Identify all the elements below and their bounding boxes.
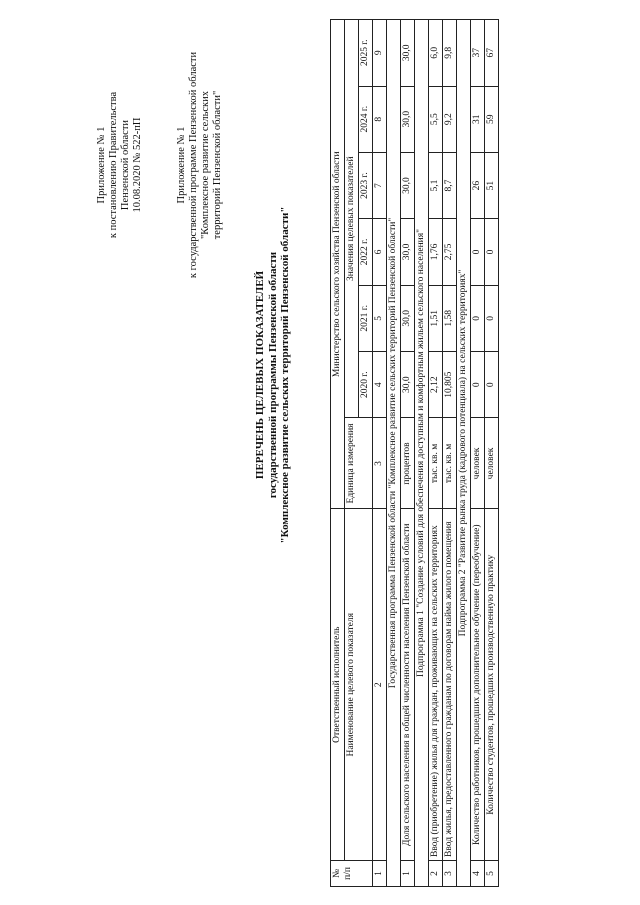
row-value: 5,5 (429, 86, 443, 152)
table-row (485, 20, 499, 887)
row-value: 67 (485, 20, 499, 87)
column-number: 3 (373, 418, 387, 509)
program-title-row (387, 20, 401, 887)
row-value: 0 (485, 219, 499, 285)
row-value: 0 (485, 352, 499, 418)
header-num: № п/п (331, 860, 373, 886)
column-number-row (373, 20, 387, 887)
row-indicator-name: Количество работников, прошедших дополнительное обучение (переобучение) (471, 509, 485, 860)
column-number: 5 (373, 285, 387, 351)
row-num: 2 (429, 860, 443, 886)
row-value: 51 (485, 152, 499, 218)
row-num: 5 (485, 860, 499, 886)
row-unit: человек (471, 418, 485, 509)
table-row (471, 20, 485, 887)
row-value: 1,76 (429, 219, 443, 285)
row-value: 10,805 (443, 352, 457, 418)
row-value: 26 (471, 152, 485, 218)
row-num: 3 (443, 860, 457, 886)
row-value: 9,8 (443, 20, 457, 87)
header-unit: Единица измерения (345, 418, 373, 509)
row-unit: тыс. кв. м (443, 418, 457, 509)
row-value: 6,0 (429, 20, 443, 87)
subprogram-title: Подпрограмма 2 "Развитие рынка труда (кадрового потенциала) на сельских территориях" (457, 20, 471, 887)
title-line: ПЕРЕЧЕНЬ ЦЕЛЕВЫХ ПОКАЗАТЕЛЕЙ (254, 270, 266, 480)
document-title (254, 95, 292, 655)
header-year: 2021 г. (359, 285, 373, 351)
row-value: 8,7 (443, 152, 457, 218)
indicators-table (330, 19, 499, 887)
column-number: 4 (373, 352, 387, 418)
appendix-line: территорий Пензенской области" (212, 90, 223, 240)
row-value: 30,0 (401, 152, 415, 218)
row-value: 0 (471, 219, 485, 285)
appendix-line: Приложение № 1 (176, 126, 187, 204)
header-year: 2022 г. (359, 219, 373, 285)
row-value: 1,51 (429, 285, 443, 351)
row-value: 0 (471, 285, 485, 351)
row-indicator-name: Ввод жилья, предоставленного гражданам по договорам найма жилого помещения (443, 509, 457, 860)
row-value: 1,58 (443, 285, 457, 351)
header-year: 2023 г. (359, 152, 373, 218)
row-value: 5,1 (429, 152, 443, 218)
row-value: 0 (485, 285, 499, 351)
header-row-executor (331, 20, 345, 887)
header-year: 2024 г. (359, 86, 373, 152)
title-line: "Комплексное развитие сельских территорий Пензенской области" (279, 206, 291, 544)
row-indicator-name: Доля сельского населения в общей численности населения Пензенской области (401, 509, 415, 860)
column-number: 9 (373, 20, 387, 87)
column-number: 7 (373, 152, 387, 218)
header-executor-label: Ответственный исполнитель (331, 509, 345, 860)
appendix-line: 10.08.2020 № 522-пП (132, 117, 143, 213)
column-number: 1 (373, 860, 387, 886)
row-value: 30,0 (401, 219, 415, 285)
header-year: 2025 г. (359, 20, 373, 87)
appendix-line: к государственной программе Пензенской области (188, 51, 199, 279)
title-line: государственной программы Пензенской области (266, 251, 279, 499)
appendix-line: "Комплексное развитие сельских (200, 91, 211, 239)
header-values-label: Значения целевых показателей (345, 20, 359, 418)
row-indicator-name: Количество студентов, прошедших производственную практику (485, 509, 499, 860)
table-row (443, 20, 457, 887)
subprogram-1-row (415, 20, 429, 887)
row-num: 1 (401, 860, 415, 886)
row-indicator-name: Ввод (приобретение) жилья для граждан, проживающих на сельских территориях (429, 509, 443, 860)
row-value: 2,12 (429, 352, 443, 418)
row-value: 30,0 (401, 352, 415, 418)
row-value: 59 (485, 86, 499, 152)
column-number: 2 (373, 509, 387, 860)
row-value: 9,2 (443, 86, 457, 152)
row-value: 30,0 (401, 86, 415, 152)
appendix-line: Пензенской области (120, 119, 131, 211)
row-unit: тыс. кв. м (429, 418, 443, 509)
row-value: 0 (471, 352, 485, 418)
row-unit: процентов (401, 418, 415, 509)
subprogram-title: Подпрограмма 1 "Создание условий для обеспечения доступным и комфортным жильем сельского населения" (415, 20, 429, 887)
row-value: 37 (471, 20, 485, 87)
header-executor-value: Министерство сельского хозяйства Пензенской области (331, 20, 345, 510)
appendix-line: Приложение № 1 (96, 126, 107, 204)
appendix-line: к постановлению Правительства (108, 91, 119, 239)
row-value: 30,0 (401, 285, 415, 351)
appendix-program-note (176, 25, 224, 305)
appendix-decree-note (96, 45, 144, 285)
subprogram-2-row (457, 20, 471, 887)
row-value: 30,0 (401, 20, 415, 87)
column-number: 6 (373, 219, 387, 285)
header-indicator-name: Наименование целевого показателя (345, 509, 373, 860)
table-row (429, 20, 443, 887)
row-unit: человек (485, 418, 499, 509)
row-num: 4 (471, 860, 485, 886)
column-number: 8 (373, 86, 387, 152)
row-value: 31 (471, 86, 485, 152)
header-row-names (345, 20, 359, 887)
header-year: 2020 г. (359, 352, 373, 418)
row-value: 2,75 (443, 219, 457, 285)
program-title: Государственная программа Пензенской области "Комплексное развитие сельских территорий Пензенской области" (387, 20, 401, 887)
table-row (401, 20, 415, 887)
